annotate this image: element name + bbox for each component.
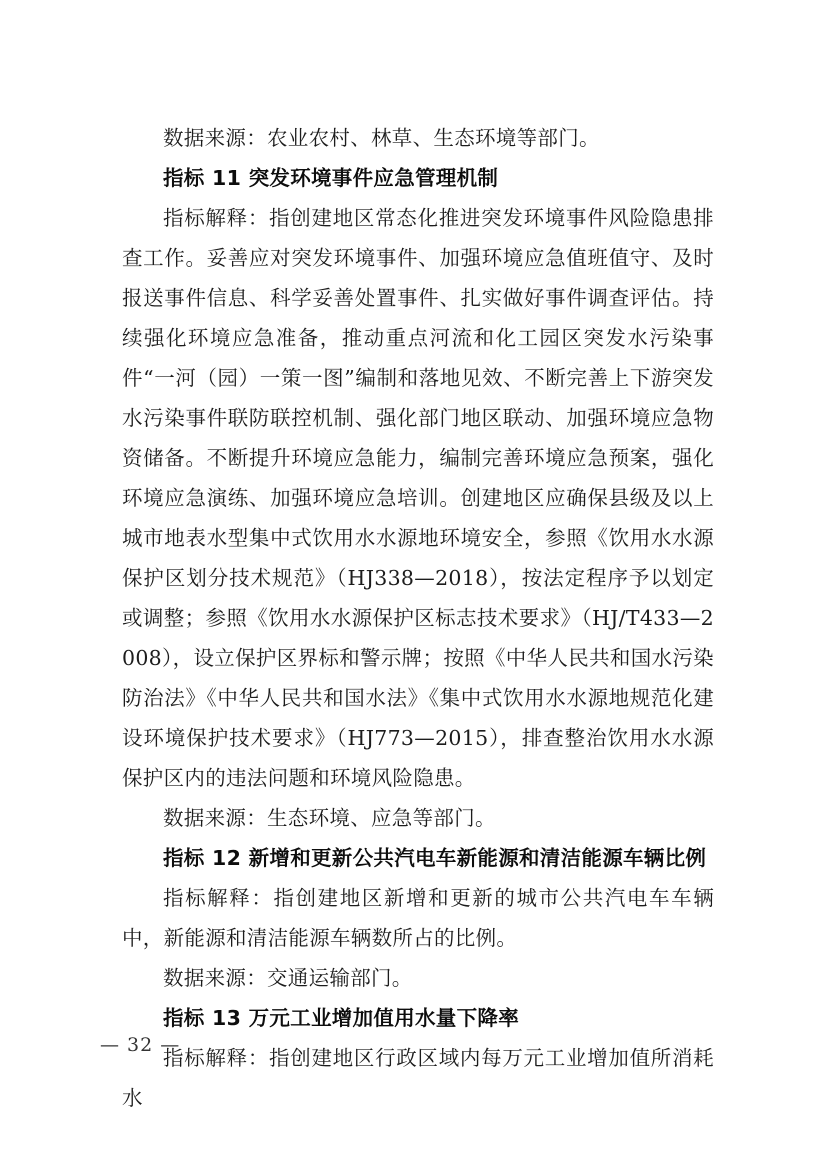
indicator-heading-13: 指标 13 万元工业增加值用水量下降率: [163, 1006, 520, 1030]
indicator-heading-11: 指标 11 突发环境事件应急管理机制: [163, 166, 499, 190]
indicator-explanation-11: 指标解释：指创建地区常态化推进突发环境事件风险隐患排查工作。妥善应对突发环境事件、加强环境应急值班值守、及时报送事件信息、科学妥善处置事件、扎实做好事件调查评估。持续强化环境应急准备，推动重点河流和化工园区突发水污染事件“一河（园）一策一图”编制和落地见效、不断完善上下游突发水污染事件联防联控机制、强化部门地区联动、加强环境应急物资储备。不断提升环境应急能力，编制完善环境应急预案，强化环境应急演练、加强环境应急培训。创建地区应确保县级及以上城市地表水型集中式饮用水水源地环境安全，参照《饮用水水源保护区划分技术规范》（HJ338—2018），按法定程序予以划定或调整；参照《饮用水水源保护区标志技术要求》（HJ/T433—2008），设立保护区界标和警示牌；按照《中华人民共和国水污染防治法》《中华人民共和国水法》《集中式饮用水水源地规范化建设环境保护技术要求》（HJ773—2015），排查整治饮用水水源保护区内的违法问题和环境风险隐患。: [122, 206, 714, 790]
data-source-line-2: 数据来源：生态环境、应急等部门。: [163, 806, 496, 830]
data-source-line-1: 数据来源：农业农村、林草、生态环境等部门。: [163, 126, 600, 150]
data-source-line-3: 数据来源：交通运输部门。: [163, 966, 413, 990]
page-footer: — 32 —: [100, 1034, 181, 1056]
indicator-explanation-13: 指标解释：指创建地区行政区域内每万元工业增加值所消耗水: [122, 1046, 714, 1110]
page-content: [122, 118, 714, 1118]
indicator-explanation-12: 指标解释：指创建地区新增和更新的城市公共汽电车车辆中，新能源和清洁能源车辆数所占的比例。: [122, 886, 714, 950]
indicator-heading-12: 指标 12 新增和更新公共汽电车新能源和清洁能源车辆比例: [163, 846, 707, 870]
